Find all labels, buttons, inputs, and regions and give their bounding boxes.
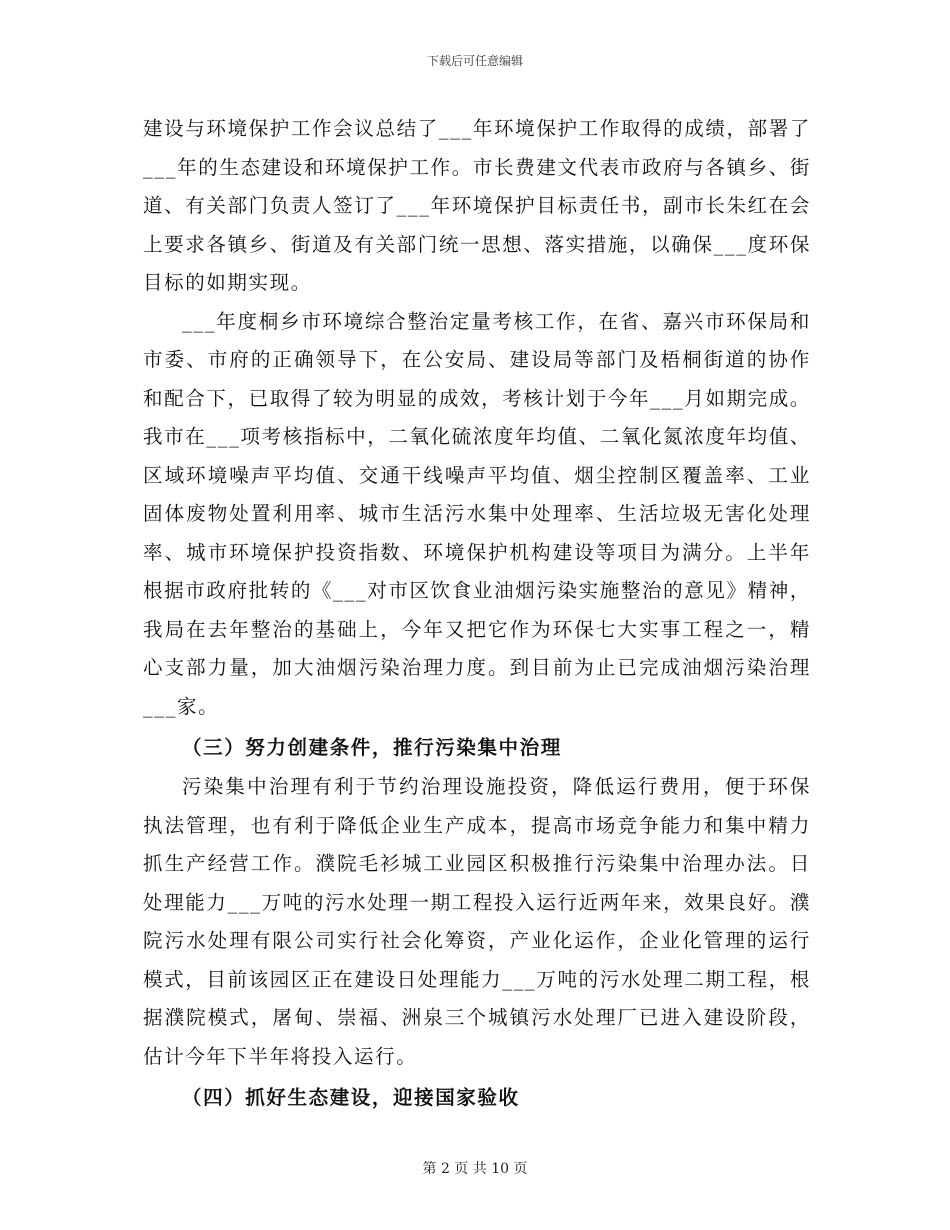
- section-heading-4: （四）抓好生态建设，迎接国家验收: [182, 1086, 520, 1109]
- paragraph-1: 建设与环境保护工作会议总结了___年环境保护工作取得的成绩，部署了___年的生态建设和环境保护工作。市长费建文代表市政府与各镇乡、街道、有关部门负责人签订了___年环境保护目标责任书，副市长朱红在会上要求各镇乡、街道及有关部门统一思想、落实措施，以确保___度环保目标的如期实现。: [143, 117, 811, 294]
- paragraph-2: ___年度桐乡市环境综合整治定量考核工作，在省、嘉兴市环保局和市委、市府的正确领导下，在公安局、建设局等部门及梧桐街道的协作和配合下，已取得了较为明显的成效，考核计划于今年___月如期完成。我市在___项考核指标中，二氧化硫浓度年均值、二氧化氮浓度年均值、区域环境噪声平均值、交通干线噪声平均值、烟尘控制区覆盖率、工业固体废物处置利用率、城市生活污水集中处理率、生活垃圾无害化处理率、城市环境保护投资指数、环境保护机构建设等项目为满分。上半年根据市政府批转的《___对市区饮食业油烟污染实施整治的意见》精神，我局在去年整治的基础上，今年又把它作为环保七大实事工程之一，精心支部力量，加大油烟污染治理力度。到目前为止已完成油烟污染治理___家。: [143, 309, 811, 718]
- document-body: [143, 110, 811, 1118]
- section-heading-3: （三）努力创建条件，推行污染集中治理: [182, 736, 562, 759]
- header-note: 下载后可任意编辑: [426, 54, 523, 68]
- paragraph-3: 污染集中治理有利于节约治理设施投资，降低运行费用，便于环保执法管理，也有利于降低企业生产成本，提高市场竞争能力和集中精力抓生产经营工作。濮院毛衫城工业园区积极推行污染集中治理办法。日处理能力___万吨的污水处理一期工程投入运行近两年来，效果良好。濮院污水处理有限公司实行社会化筹资，产业化运作，企业化管理的运行模式，目前该园区正在建设日处理能力___万吨的污水处理二期工程，根据濮院模式，屠甸、崇福、洲泉三个城镇污水处理厂已进入建设阶段，估计今年下半年将投入运行。: [143, 775, 811, 1068]
- page-indicator: 第 2 页 共 10 页: [422, 1161, 528, 1177]
